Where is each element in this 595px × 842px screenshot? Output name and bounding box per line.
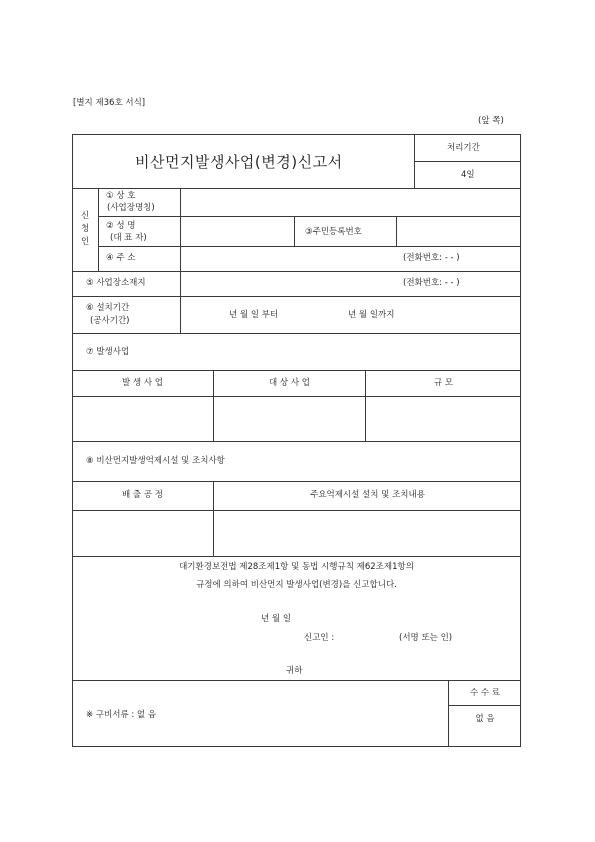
declaration-line-1: 대기환경보전법 제28조제1항 및 동법 시행규칙 제62조제1항의 — [179, 562, 414, 572]
site-location-field[interactable] — [182, 273, 397, 294]
required-documents: ※ 구비서류 : 없 음 — [86, 710, 157, 720]
facilities-label: ⑧ 비산먼지발생억제시설 및 조치사항 — [86, 456, 225, 466]
emission-business-label: ⑦ 발생사업 — [86, 347, 130, 357]
representative-name-label: ② 성 명 — [106, 221, 136, 231]
processing-period-label: 처리기간 — [447, 143, 480, 153]
period-to[interactable]: 년 월 일까지 — [348, 310, 395, 320]
page-side-label: (앞 쪽) — [478, 116, 504, 126]
address-phone: (전화번호: - - ) — [403, 253, 460, 263]
representative-name-sublabel: (대 표 자) — [110, 233, 147, 243]
header-emission-business: 발 생 사 업 — [122, 378, 163, 388]
header-control-measures: 주요억제시설 설치 및 조치내용 — [310, 490, 425, 500]
trade-name-label: ① 상 호 — [106, 191, 136, 201]
period-from[interactable]: 년 월 일 부터 — [229, 310, 279, 320]
declaration-date[interactable]: 년 월 일 — [261, 614, 292, 624]
installation-period-label: ⑥ 설치기간 — [86, 303, 130, 313]
header-target-business: 대 상 사 업 — [269, 378, 310, 388]
header-discharge-process: 배 출 공 정 — [122, 490, 163, 500]
target-business-cell[interactable] — [215, 398, 364, 440]
site-location-phone: (전화번호: - - ) — [403, 278, 460, 288]
trade-name-sublabel: (사업장명칭) — [107, 203, 155, 213]
scale-cell[interactable] — [367, 398, 519, 440]
applicant-label-1: 신 — [81, 211, 90, 221]
fee-label: 수 수 료 — [469, 688, 501, 698]
resident-number-field[interactable] — [398, 218, 519, 244]
resident-number-label: ③주민등록번호 — [305, 227, 362, 237]
discharge-process-cell[interactable] — [74, 512, 212, 555]
applicant-label-3: 인 — [81, 237, 90, 247]
signature-label: (서명 또는 인) — [399, 633, 453, 643]
site-location-label: ⑤ 사업장소재지 — [86, 278, 146, 288]
form-number-label: [별지 제36호 서식] — [73, 98, 146, 108]
applicant-label-2: 청 — [81, 224, 90, 234]
address-field[interactable] — [182, 248, 397, 269]
addressee-label: 귀하 — [286, 666, 303, 676]
representative-name-field[interactable] — [182, 218, 292, 244]
header-scale: 규 모 — [433, 378, 454, 388]
form-title: 비산먼지발생사업(변경)신고서 — [135, 153, 343, 171]
reporter-label: 신고인 : — [304, 633, 335, 643]
emission-business-cell[interactable] — [74, 398, 212, 440]
declaration-line-2: 규정에 의하여 비산먼지 발생사업(변경)을 신고합니다. — [196, 580, 397, 590]
fee-value: 없 음 — [475, 714, 495, 724]
address-label: ④ 주 소 — [106, 253, 136, 263]
installation-period-sublabel: (공사기간) — [90, 316, 130, 326]
processing-period-value: 4일 — [461, 170, 475, 180]
trade-name-field[interactable] — [182, 190, 519, 214]
control-measures-cell[interactable] — [215, 512, 519, 555]
